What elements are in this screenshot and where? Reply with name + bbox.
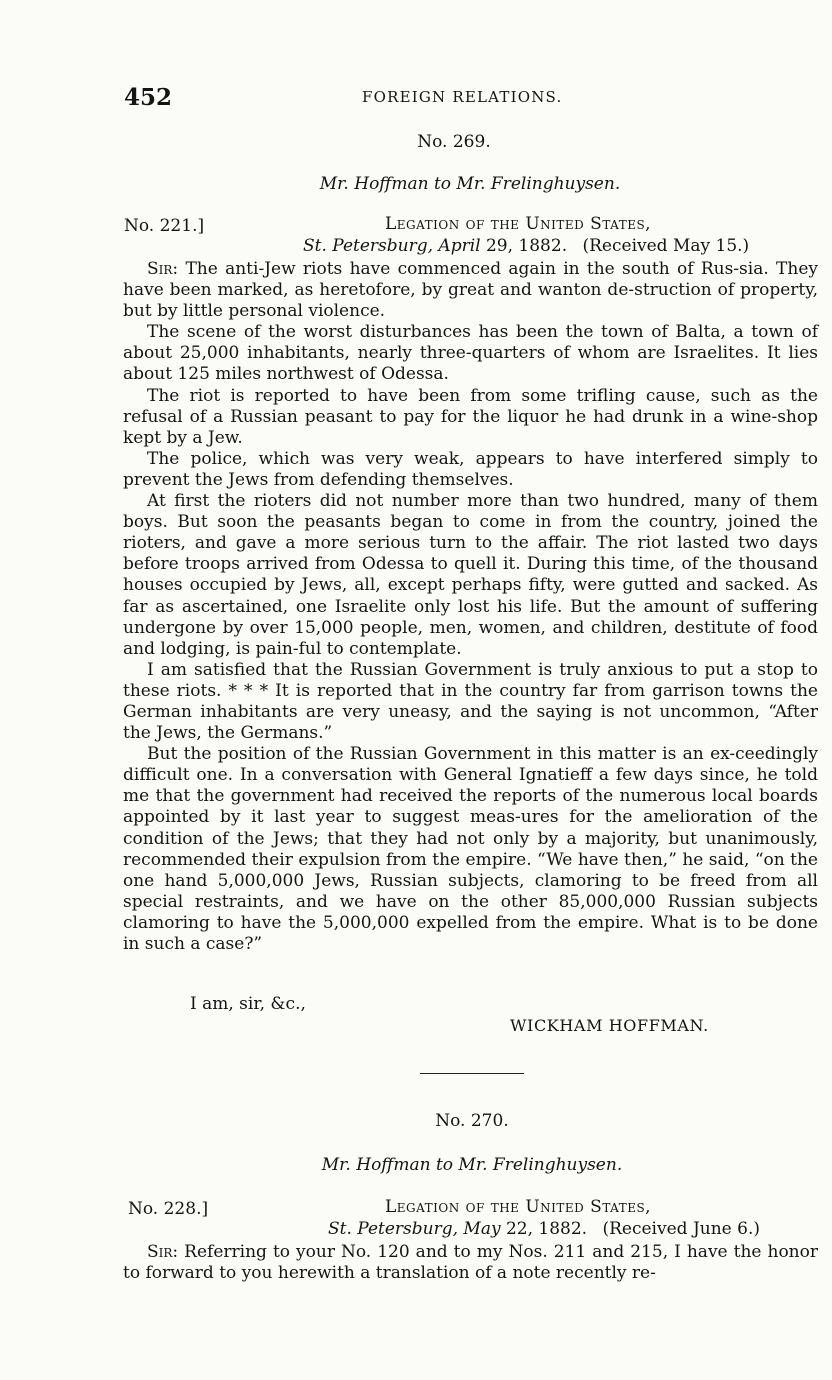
doc-270-ref-number: No. 228.]: [128, 1199, 209, 1219]
doc-269-date: 29, 1882.: [485, 236, 568, 256]
paragraph: But the position of the Russian Government in this matter is an ex-ceedingly difficult one. In a conversation with General Ignatieff a few days since, he told me that the government had received the reports of the numerous local boards appointed by it last year to suggest meas-ures for the amelioration of the condition of the Jews; that they had not only by a majority, but unanimously, recommended their expulsion from the empire. “We have then,” he said, “on the one hand 5,000,000 Jews, Russian subjects, clamoring to be freed from all special restraints, and we have on the other 85,000,000 Russian subjects clamoring to have the 5,000,000 expelled from the empire. What is to be done in such a case?”: [123, 744, 818, 954]
doc-269-received: (Received May 15.): [582, 236, 750, 256]
paragraph: [123, 1242, 818, 1284]
doc-270-place: St. Petersburg, May: [328, 1219, 501, 1239]
paragraph: The riot is reported to have been from some trifling cause, such as the refusal of a Russian peasant to pay for the liquor he had drunk in a wine-shop kept by a Jew.: [123, 385, 818, 448]
doc-269-ref-number: No. 221.]: [124, 216, 205, 236]
doc-270-body: [123, 1242, 818, 1284]
doc-270-salutation: Sir:: [147, 1242, 179, 1262]
doc-270-date: 22, 1882.: [505, 1219, 588, 1239]
doc-269-heading: Mr. Hoffman to Mr. Frelinghuysen.: [319, 174, 621, 194]
paragraph-text: The anti-Jew riots have commenced again in the south of Rus-sia. They have been marked, as heretofore, by great and wanton de-struction of property, but by little personal violence.: [123, 259, 818, 322]
page-number: 452: [124, 84, 173, 111]
running-title: FOREIGN RELATIONS.: [362, 88, 563, 106]
paragraph: I am satisfied that the Russian Government is truly anxious to put a stop to these riots. * * * It is reported that in the country far from garrison towns the German inhabitants are very uneasy, and the saying is not uncommon, “After the Jews, the Germans.”: [123, 659, 818, 744]
paragraph: At first the rioters did not number more than two hundred, many of them boys. But soon the peasants began to come in from the country, joined the rioters, and gave a more serious turn to the affair. The riot lasted two days before troops arrived from Odessa to quell it. During this time, of the thousand houses occupied by Jews, all, except perhaps fifty, were gutted and sacked. As far as ascertained, one Israelite only lost his life. But the amount of suffering undergone by over 15,000 people, men, women, and children, destitute of food and lodging, is pain-ful to contemplate.: [123, 491, 818, 659]
doc-269-signature: WICKHAM HOFFMAN.: [510, 1016, 709, 1035]
doc-270-legation: Legation of the United States,: [385, 1197, 652, 1217]
doc-270-dateline: [328, 1219, 760, 1239]
paragraph-text: Referring to your No. 120 and to my Nos. 211 and 215, I have the honor to forward to you herewith a translation of a note recently re-: [123, 1242, 818, 1284]
doc-269-salutation: Sir:: [147, 259, 179, 279]
doc-269-closing: I am, sir, &c.,: [190, 994, 306, 1014]
paragraph: [123, 259, 818, 322]
section-divider: [420, 1073, 524, 1074]
doc-269-legation: Legation of the United States,: [385, 214, 652, 234]
doc-270-number: No. 270.: [435, 1111, 509, 1131]
doc-269-dateline: [303, 236, 749, 256]
paragraph: The scene of the worst disturbances has been the town of Balta, a town of about 25,000 inhabitants, nearly three-quarters of whom are Israelites. It lies about 125 miles northwest of Odessa.: [123, 322, 818, 385]
doc-269-place: St. Petersburg, April: [303, 236, 481, 256]
doc-269-body: [123, 259, 818, 955]
doc-270-heading: Mr. Hoffman to Mr. Frelinghuysen.: [321, 1155, 623, 1175]
doc-270-received: (Received June 6.): [602, 1219, 760, 1239]
paragraph: The police, which was very weak, appears to have interfered simply to prevent the Jews from defending themselves.: [123, 448, 818, 490]
doc-269-number: No. 269.: [417, 132, 491, 152]
